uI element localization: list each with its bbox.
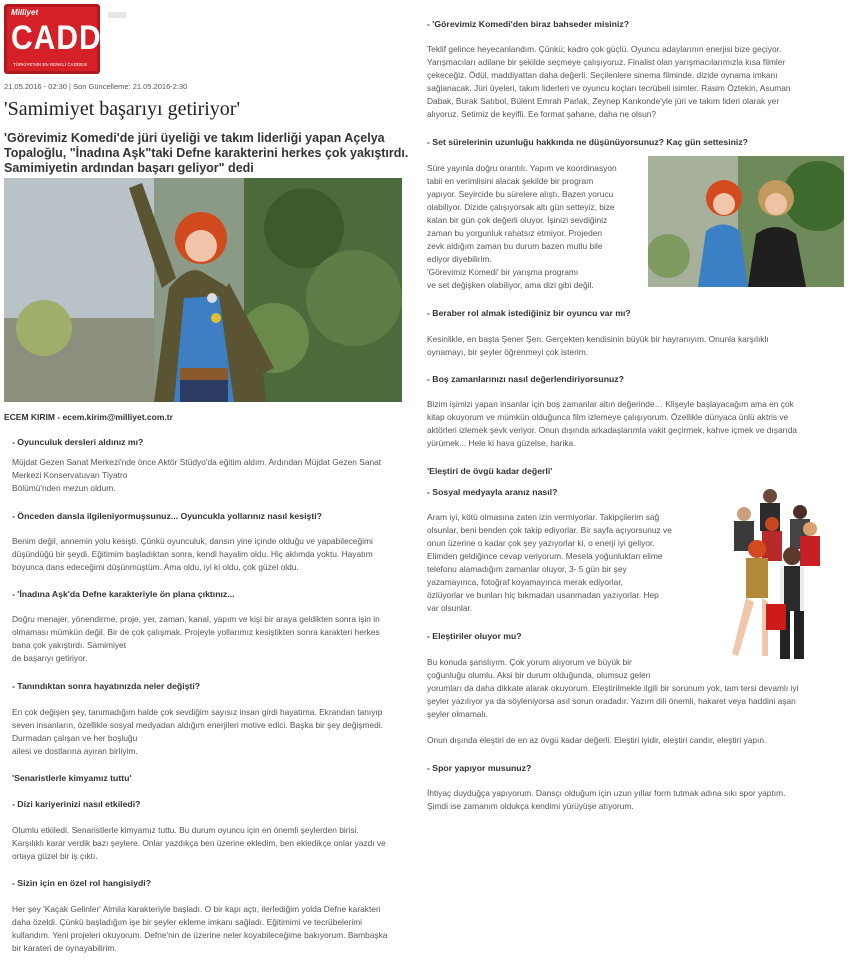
left-question-2: - Önceden dansla ilgileniyormuşsunuz... Oyuncukla yollarınız nasıl kesişti? [12,511,322,521]
byline: ECEM KIRIM - ecem.kirim@milliyet.com.tr [4,412,173,422]
group-photo [722,484,832,664]
left-question-1: - Oyunculuk dersleri aldınız mı? [12,437,144,447]
right-answer-6: Bu konuda şanslıyım. Çok yorum alıyorum ve büyük bir çoğunluğu olumlu. Aksi bir durum olduğunda, olumsuz gelen yorumları da daha dikkate alarak okuyorum. Eleştirilmekle ilgili bir sorunum yok, tam tersi devamlı iyi şeyler yazılıyor ya da söyleniyorsa asıl sorun oradadır. Yazım dili önemli, hakaret veya haddini aşan şeyler olmamalı. Onun dışında eleştiri de en az övgü kadar değerli. Eleştiri iyidir, eleştiri candır, eleştiri yapın. [427,657,799,745]
left-question-6: - Sizin için en özel rol hangisiydi? [12,878,152,888]
right-answer-2: Süre yayınla doğru orantılı. Yapım ve koordinasyon tabii en verimlisini alacak şekilde bir program yapıyor. Seyircide bu sürelere alıştı. Bazen yorucu olabiliyor. Dizide çalışıyorsak altı gün setteyiz, bize kalan bir gün çok değerli oluyor. İşinizi sevdiğiniz zaman bu yorgunluk rahatsız etmiyor. Projeden zevk aldığım zaman bu durum bazen mutlu bile ediyor diyebilirim. 'Görevimiz Komedi' bir yarışma programı ve set değişken olabiliyor, ama dizi gibi değil. [427,163,617,290]
right-question-1: - 'Görevimiz Komedi'den biraz bahseder misiniz? [427,19,630,29]
right-answer-4: Bizim işimizi yapan insanlar için boş zamanlar altın değerinde… Klişeyle başlayacağım ama en çok kitap okuyorum ve mümkün olduğunca film izlemeye çalışıyorum. Özellikle dünyaca ünlü aktris ve aktörleri izlemek şevk veriyor. Onun dışında arkadaşlarımla vakit geçirmek, kahve içmek ve dışarıda yürümek... Hele ki hava güzelse, harika. [427,399,798,448]
right-question-2: - Set sürelerinin uzunluğu hakkında ne düşünüyorsunuz? Kaç gün settesiniz? [427,137,748,147]
article-lead: 'Görevimiz Komedi'de jüri üyeliği ve takım liderliği yapan Açelya Topaloğlu, "İnadına Aşk"taki Defne karakterini herkes çok yakıştırdı. Samimiyetin ardından başarı geliyor" dedi [4,131,409,175]
right-answer-1: Teklif gelince heyecanlandım. Çünkü; kadro çok güçlü. Oyuncu adaylarının enerjisi bize geçiyor. Yarışmacıları adilane bir şekilde seçmeye çalışıyoruz. Finalist olan yarışmacılarımızla kısa filmler çekeceğiz. Ödül, maddiyattan daha değerli. Seçilenlere sinema filminde, dizide oynama imkanı sağlanacak. Jüri üyeleri, takım liderleri ve oyuncu koçları tecrübeli isimler. Rasim Öztekin, Asuman Dabak, Burak Satıbol, Bülent Emrah Parlak, Zeynep Kankonde'yle jüri ve takım lideri olarak yer alıyoruz. Setimiz de keyifli. Ee format şahane, daha ne olsun? [427,44,791,119]
header-divider [108,12,126,18]
main-photo [4,178,402,402]
left-question-4: - Tanındıktan sonra hayatınızda neler değişti? [12,681,201,691]
left-answer-1: Müjdat Gezen Sanat Merkezi'nde önce Aktör Stüdyo'da eğitim aldım. Ardından Müjdat Gezen Sanat Merkezi Konservatuvarı Tiyatro Bölümü'nden mezun oldum. [12,457,382,493]
left-answer-4: En çok değişen şey, tanımadığım halde çok sevdiğim sayısız insan girdi hayatıma. Ekrandan tanıyıp seven insanların, özellikle sosyal medyadan aldığım enerjileri motive edici. Başka bir şey değişmedi. Durmadan çalışan ve her boşluğu ailesi ve dostlarına ayıran birliyim. [12,707,384,756]
right-question-6: - Eleştiriler oluyor mu? [427,631,522,641]
left-answer-6: Her şey 'Kaçak Gelinler' Almila karakteriyle başladı. O bir kapı açtı, ilerlediğim yolda Defne karakteri daha özeldi. Çünkü başladığım işe bir şeyler ekleme imkanı sağladı. Eğitimimi ve tecrübelerimi kullandım. Yeni projeleri okuyorum. Defne'nin de üzerine neler koyabileceğime bakıyorum. Bambaşka bir karateri de oynayabilirim. [12,904,388,953]
left-question-5: - Dizi kariyerinizi nasıl etkiledi? [12,799,141,809]
right-answer-5: Aram iyi, kötü olmasına zaten izin vermiyorlar. Takipçilerim sağ olsunlar, beni benden çok takip ediyorlar. Bir sayfa açıyorsunuz ve onun üzerine o kadar çok şey yazıyorlar ki, o enerji iyi geliyor. Elimden geldiğince cevap veriyorum. Mesela yoğunluktan elime telefonu alamadığım zamanlar oluyor, 3- 5 gün bir şey yazamayınca, fotoğraf koyamayınca merak ediyorlar, özlüyorlar ve bunları hiç bıkmadan usanmadan yazıyorlar. Hep var olsunlar. [427,512,672,613]
article-date: 21.05.2016 - 02:30 | Son Güncelleme: 21.05.2016-2:30 [4,82,188,91]
right-answer-7: İhtiyaç duyduğça yapıyorum. Dansçı olduğum için uzun yıllar form tutmak adına sıkı spor yaptım. Şimdi ise zamanım oldukça kendimi yürüyüşe atıyorum. [427,788,786,811]
left-answer-2: Benim değil, annemin yolu kesişti. Çünkü oyunculuk, dansın yine içinde olduğu ve yapabileceğimi düşündüğü bir şeydi. Eğitimim başladıktan sonra, kendi hayalim oldu. Hiç aklımda yoktu. Hayatım boyunca dans edeceğimi düşünmüştüm. Ama oldu, iyi ki oldu, çok güzel oldu. [12,536,373,572]
right-question-4: - Boş zamanlarınızı nasıl değerlendiriyorsunuz? [427,374,624,384]
right-question-7: - Spor yapıyor musunuz? [427,763,532,773]
right-answer-3: Kesinlikle, en başta Şener Şen. Gerçekten kendisinin büyük bir hayranıyım. Onunla karşılıklı oynamayı, bir şeyler öğrenmeyi çok isterim. [427,334,769,357]
right-subheading: 'Eleştiri de övgü kadar değerli' [427,466,553,476]
article-title: 'Samimiyet başarıyı getiriyor' [4,98,241,120]
duo-photo [648,156,844,287]
cadde-logo[interactable] [4,4,123,74]
left-subheading: 'Senaristlerle kimyamız tuttu' [12,773,132,783]
logo-brand: Milliyet [11,8,39,17]
right-question-3: - Beraber rol almak istediğiniz bir oyuncu var mı? [427,308,631,318]
left-answer-3: Doğru menajer, yönendirme, proje, yer, zaman, kanal, yapım ve kişi bir araya geldikten sonra işin in olmaması mümkün değil. Bir de çok çalışmak. Projeyle yollarımız kesiştikten sonra karakteri herkes bana çok yakıştırdı. Samimiyet de başarıyı getiriyor. [12,614,380,663]
logo-tagline: TÜRKİYE'NİN EN RENKLİ CADDESİ [13,62,88,67]
logo-word: CADDE [11,19,123,57]
left-answer-5: Olumlu etkiledi. Senaristlerle kimyamız tuttu. Bu durum oyuncu için en önemli şeylerden birisi. Karşılıklı karar verdik bazı şeylere. Onlar yazdıkça ben üzerine ekledim, ben ekledikçe onlar yazdı ve ortaya güzel bir iş çıktı. [12,825,386,861]
left-question-3: - 'İnadına Aşk'da Defne karakteriyle ön plana çıktınız... [12,589,235,599]
right-question-5: - Sosyal medyayla aranız nasıl? [427,487,558,497]
